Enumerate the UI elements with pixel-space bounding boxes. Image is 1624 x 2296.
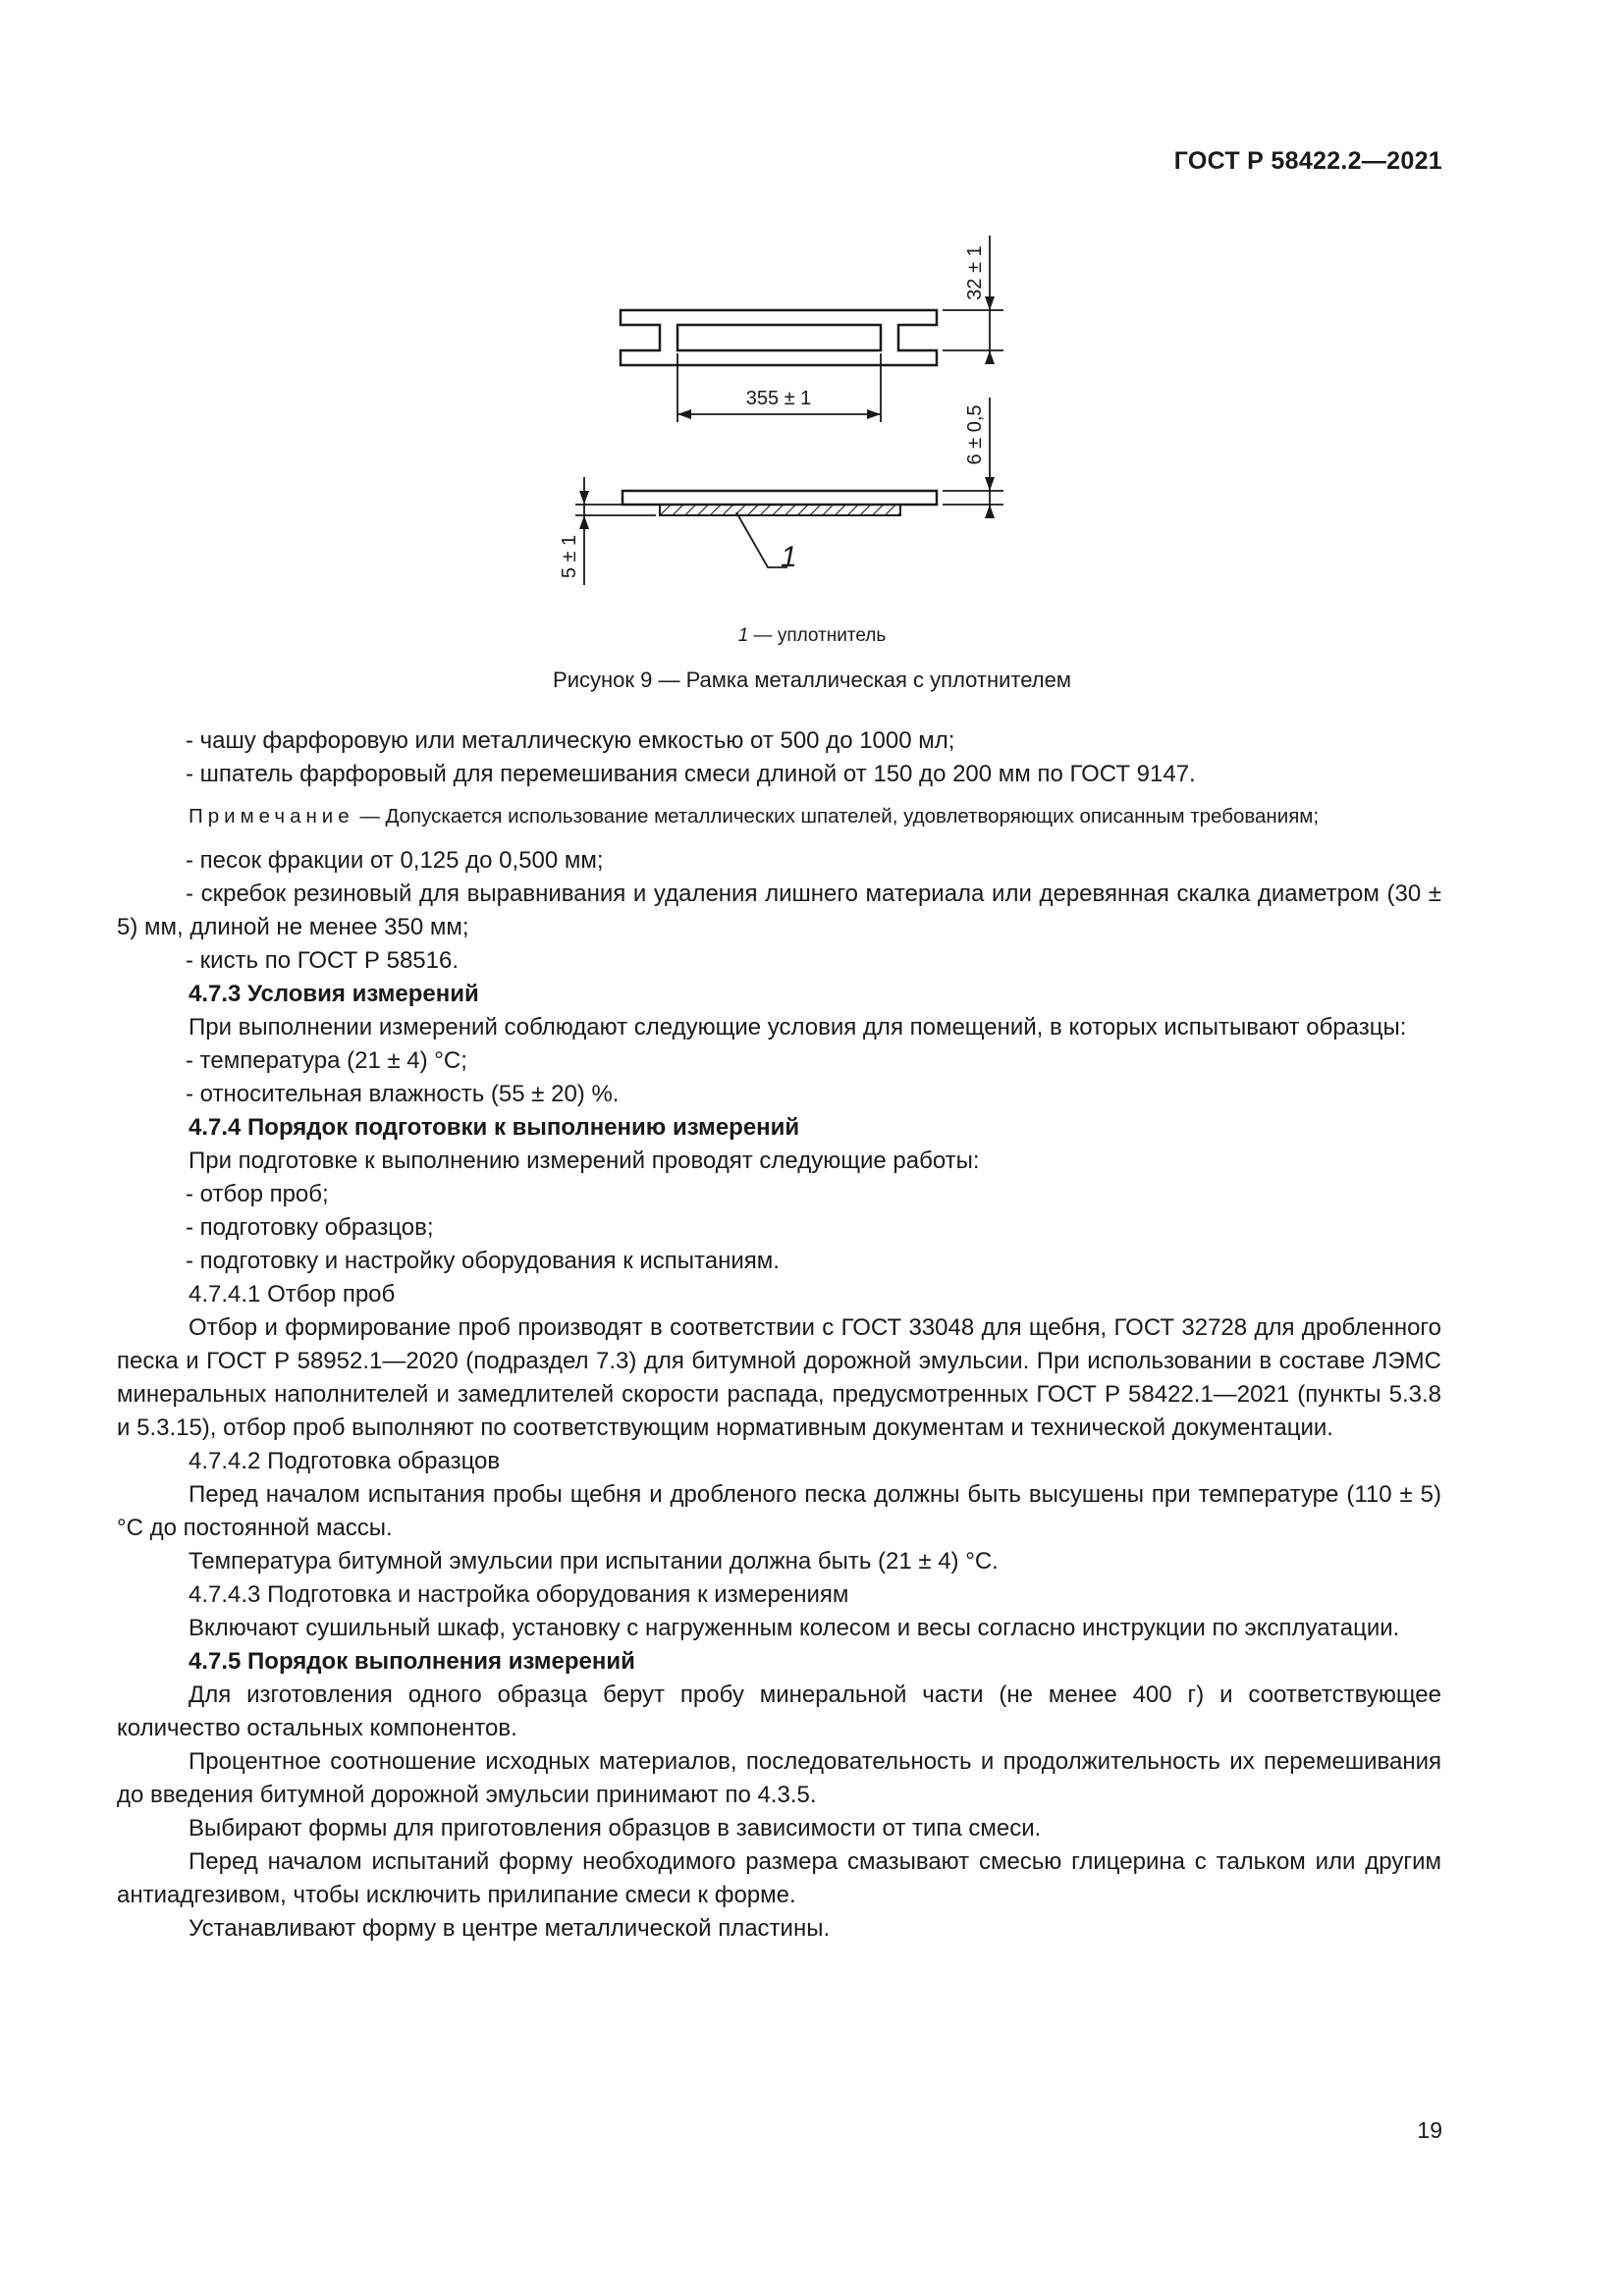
- seal-strip: [660, 505, 900, 515]
- paragraph: Перед началом испытания пробы щебня и дробленого песка должны быть высушены при температуре (110 ± 5) °С до постоянной массы.: [117, 1481, 1441, 1541]
- paragraph: Отбор и формирование проб производят в соответствии с ГОСТ 33048 для щебня, ГОСТ 32728 для дробленного песка и ГОСТ Р 58952.1—2020 (подраздел 7.3) для битумной дорожной эмульсии. При использовании в составе ЛЭМС минеральных наполнителей и замедлителей скорости распада, предусмотренных ГОСТ Р 58422.1—2021 (пункты 5.3.8 и 5.3.15), отбор проб выполняют по соответствующим нормативным документам и технической документации.: [117, 1314, 1441, 1441]
- list-item: - отбор проб;: [186, 1181, 329, 1207]
- subsection-heading-4-7-4-1: 4.7.4.1 Отбор проб: [189, 1281, 396, 1308]
- note-label: Примечание: [189, 805, 354, 828]
- figure-9: [0, 0, 1624, 707]
- paragraph: Для изготовления одного образца берут пробу минеральной части (не менее 400 г) и соответствующее количество остальных компонентов.: [117, 1682, 1441, 1741]
- list-item: - шпатель фарфоровый для перемешивания смеси длиной от 150 до 200 мм по ГОСТ 9147.: [186, 761, 1196, 787]
- legend-text: — уплотнитель: [748, 625, 887, 646]
- paragraph: Перед началом испытаний форму необходимого размера смазывают смесью глицерина с тальком или другим антиадгезивом, чтобы исключить прилипание смеси к форме.: [117, 1848, 1441, 1908]
- frame-drawing: [0, 0, 1624, 707]
- callout-number: 1: [781, 541, 797, 573]
- paragraph: При выполнении измерений соблюдают следующие условия для помещений, в которых испытывают образцы:: [189, 1014, 1407, 1041]
- section-heading-4-7-4: 4.7.4 Порядок подготовки к выполнению измерений: [189, 1114, 800, 1141]
- list-item: - песок фракции от 0,125 до 0,500 мм;: [186, 847, 604, 874]
- list-item: - скребок резиновый для выравнивания и удаления лишнего материала или деревянная скалка диаметром (30 ± 5) мм, длиной не менее 350 мм;: [117, 881, 1441, 940]
- dimension-seal-height: 5 ± 1: [559, 534, 580, 579]
- note: [117, 801, 1441, 832]
- frame-side-view: [623, 491, 937, 505]
- list-item: - чашу фарфоровую или металлическую емкостью от 500 до 1000 мл;: [186, 727, 955, 754]
- dimension-length: 355 ± 1: [745, 388, 812, 409]
- dimension-top-height: 32 ± 1: [964, 245, 986, 300]
- list-item: - температура (21 ± 4) °С;: [186, 1047, 467, 1074]
- list-item: - кисть по ГОСТ Р 58516.: [186, 947, 460, 974]
- paragraph: Включают сушильный шкаф, установку с нагруженным колесом и весы согласно инструкции по эксплуатации.: [189, 1615, 1400, 1641]
- paragraph: При подготовке к выполнению измерений проводят следующие работы:: [189, 1148, 980, 1174]
- document-body: [117, 724, 1441, 1946]
- legend-number: 1: [737, 625, 749, 646]
- paragraph: Выбирают формы для приготовления образцов в зависимости от типа смеси.: [189, 1815, 1042, 1842]
- list-item: - подготовку образцов;: [186, 1214, 434, 1241]
- subsection-heading-4-7-4-2: 4.7.4.2 Подготовка образцов: [189, 1448, 501, 1474]
- subsection-heading-4-7-4-3: 4.7.4.3 Подготовка и настройка оборудования к измерениям: [189, 1581, 849, 1608]
- section-heading-4-7-3: 4.7.3 Условия измерений: [189, 981, 479, 1007]
- section-heading-4-7-5: 4.7.5 Порядок выполнения измерений: [189, 1648, 635, 1675]
- list-item: - подготовку и настройку оборудования к испытаниям.: [186, 1248, 780, 1274]
- paragraph: Устанавливают форму в центре металлической пластины.: [189, 1915, 831, 1942]
- figure-caption: Рисунок 9 — Рамка металлическая с уплотнителем: [553, 667, 1071, 692]
- dimension-gap: 6 ± 0,5: [964, 404, 986, 465]
- page-number: 19: [1417, 2117, 1442, 2143]
- frame-top-view: [621, 310, 937, 365]
- frame-top-view-inner: [677, 325, 881, 350]
- paragraph: Процентное соотношение исходных материалов, последовательность и продолжительность их перемешивания до введения битумной дорожной эмульсии принимают по 4.3.5.: [117, 1748, 1441, 1808]
- figure-legend: [0, 625, 1624, 647]
- paragraph: Температура битумной эмульсии при испытании должна быть (21 ± 4) °С.: [189, 1548, 999, 1575]
- note-text: — Допускается использование металлических шпателей, удовлетворяющих описанным требованиям;: [353, 805, 1320, 828]
- document-number-header: ГОСТ Р 58422.2—2021: [1173, 147, 1442, 175]
- list-item: - относительная влажность (55 ± 20) %.: [186, 1081, 620, 1107]
